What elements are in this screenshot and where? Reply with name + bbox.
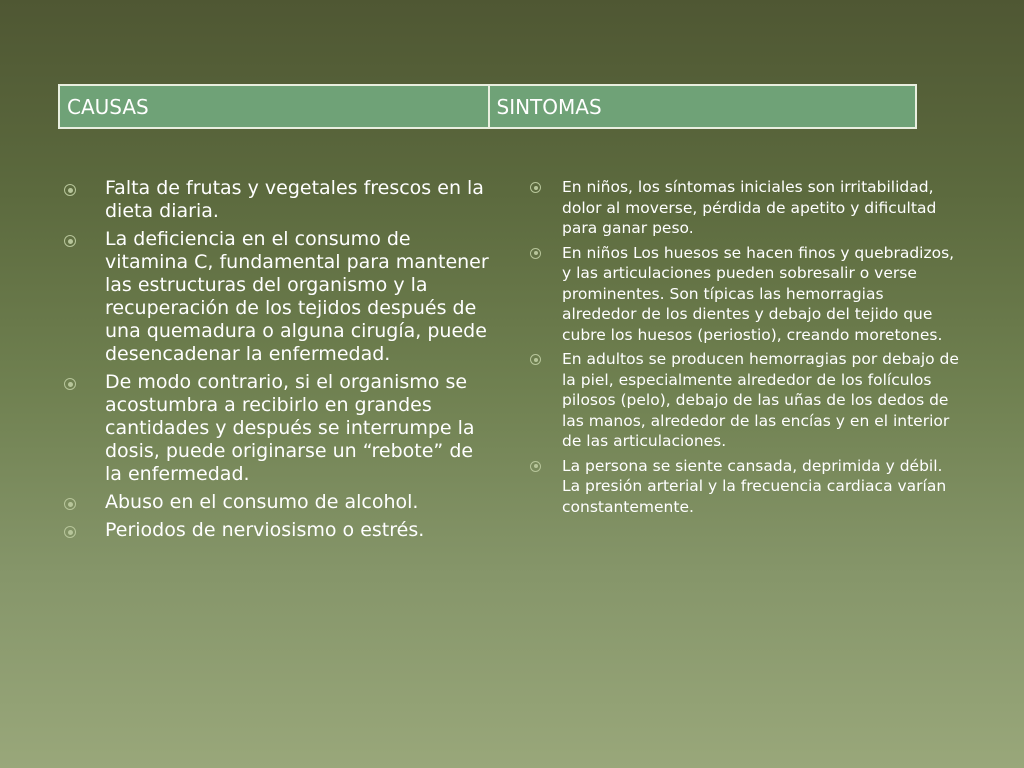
bullet-icon [64,498,76,510]
sintoma-text: En adultos se producen hemorragias por debajo de la piel, especialmente alrededor de los folículos pilosos (pelo), debajo de las uñas de los dedos de las manos, alrededor de las encías y en el interior de las articulaciones. [562,350,959,450]
list-item [64,177,494,223]
bullet-icon [530,248,541,259]
bullet-icon [530,182,541,193]
list-item [530,349,960,452]
causa-text: La deficiencia en el consumo de vitamina C, fundamental para mantener las estructuras del organismo y la recuperación de los tejidos después de una quemadura o alguna cirugía, puede desencadenar la enfermedad. [105,228,489,365]
header-causas: CAUSAS [67,94,149,119]
sintoma-text: En niños Los huesos se hacen finos y quebradizos, y las articulaciones pueden sobresalir o verse prominentes. Son típicas las hemorragias alrededor de los dientes y debajo del tejido que cubre los huesos (periostio), creando moretones. [562,243,955,344]
list-item [64,228,494,366]
sintoma-text: La persona se siente cansada, deprimida y débil. La presión arterial y la frecuencia cardiaca varían constantemente. [562,456,947,516]
bullet-icon [64,526,76,538]
causa-text: Periodos de nerviosismo o estrés. [105,519,425,541]
list-item [64,519,494,542]
list-item [64,371,494,486]
sintomas-list [530,177,960,521]
header-table [58,84,917,129]
list-item [530,177,960,239]
bullet-icon [64,378,76,390]
causa-text: De modo contrario, si el organismo se acostumbra a recibirlo en grandes cantidades y después se interrumpe la dosis, puede originarse un “rebote” de la enfermedad. [105,371,475,485]
list-item [530,456,960,518]
header-sintomas: SINTOMAS [488,86,916,127]
bullet-icon [530,461,541,472]
causa-text: Abuso en el consumo de alcohol. [105,491,419,513]
list-item [64,491,494,514]
bullet-icon [530,354,541,365]
bullet-icon [64,235,76,247]
causas-list [64,177,494,547]
list-item [530,243,960,346]
causa-text: Falta de frutas y vegetales frescos en la dieta diaria. [105,177,484,222]
sintoma-text: En niños, los síntomas iniciales son irritabilidad, dolor al moverse, pérdida de apetito y dificultad para ganar peso. [562,178,937,237]
bullet-icon [64,184,76,196]
